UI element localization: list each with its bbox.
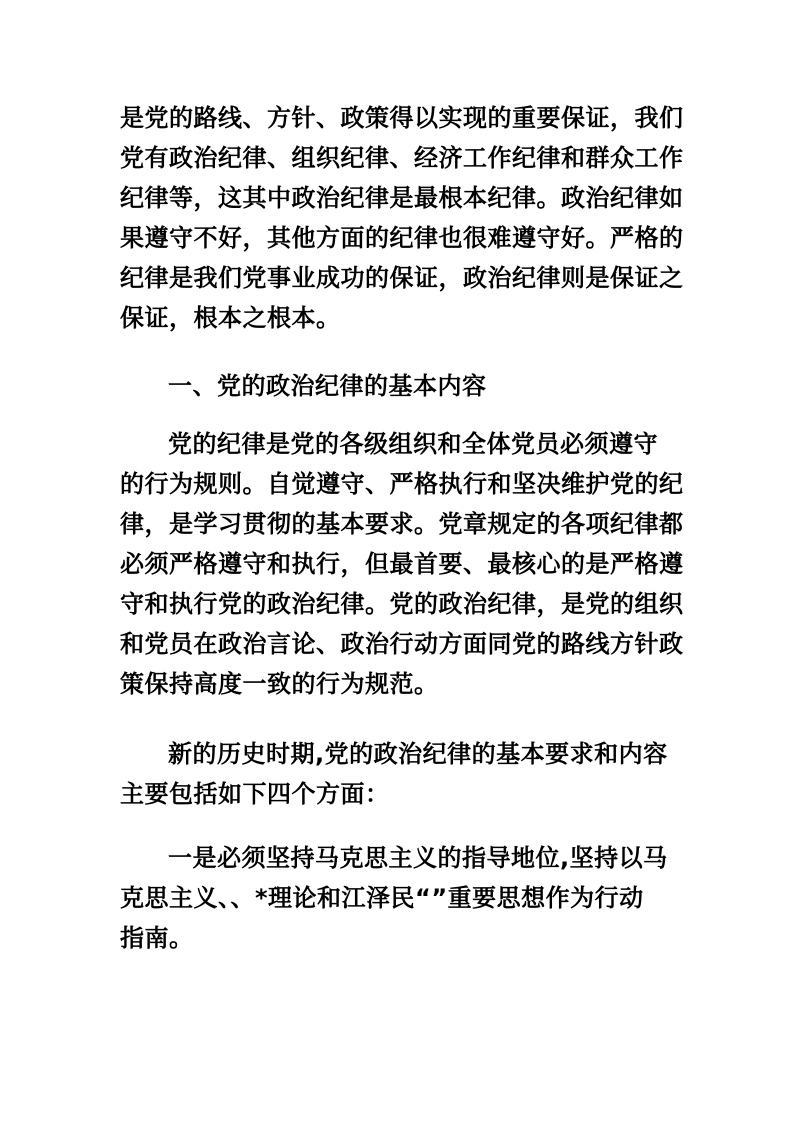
paragraph-line: 新的历史时期,党的政治纪律的基本要求和内容: [168, 740, 668, 768]
paragraph-line: 党有政治纪律、组织纪律、经济工作纪律和群众工作: [120, 144, 684, 172]
heading-line: 一、党的政治纪律的基本内容: [168, 372, 487, 400]
paragraph-line: 是党的路线、方针、政策得以实现的重要保证，我们: [120, 104, 684, 132]
paragraph-line: 果遵守不好，其他方面的纪律也很难遵守好。严格的: [120, 224, 684, 252]
paragraph-line: 和党员在政治言论、政治行动方面同党的路线方针政: [120, 630, 684, 658]
paragraph-line: 指南。: [120, 924, 194, 952]
paragraph-line: 纪律是我们党事业成功的保证，政治纪律则是保证之: [120, 264, 684, 292]
paragraph-2: [120, 424, 690, 704]
paragraph-line: 的行为规则。自觉遵守、严格执行和坚决维护党的纪: [120, 470, 684, 498]
paragraph-line: 克思主义、、*理论和江泽民“”重要思想作为行动: [120, 884, 644, 912]
paragraph-1: [120, 98, 690, 338]
paragraph-line: 保证，根本之根本。: [120, 304, 341, 332]
paragraph-line: 策保持高度一致的行为规范。: [120, 670, 439, 698]
paragraph-line: 必须严格遵守和执行，但最首要、最核心的是严格遵: [120, 550, 684, 578]
paragraph-line: 律，是学习贯彻的基本要求。党章规定的各项纪律都: [120, 510, 684, 538]
paragraph-line: 一是必须坚持马克思主义的指导地位,坚持以马: [168, 844, 668, 872]
paragraph-line: 守和执行党的政治纪律。党的政治纪律，是党的组织: [120, 590, 684, 618]
section-heading: [120, 366, 690, 406]
paragraph-3: [120, 734, 690, 814]
paragraph-line: 党的纪律是党的各级组织和全体党员必须遵守: [168, 430, 658, 458]
paragraph-line: 纪律等，这其中政治纪律是最根本纪律。政治纪律如: [120, 184, 684, 212]
paragraph-4: [120, 838, 690, 958]
paragraph-line: 主要包括如下四个方面：: [120, 780, 390, 808]
